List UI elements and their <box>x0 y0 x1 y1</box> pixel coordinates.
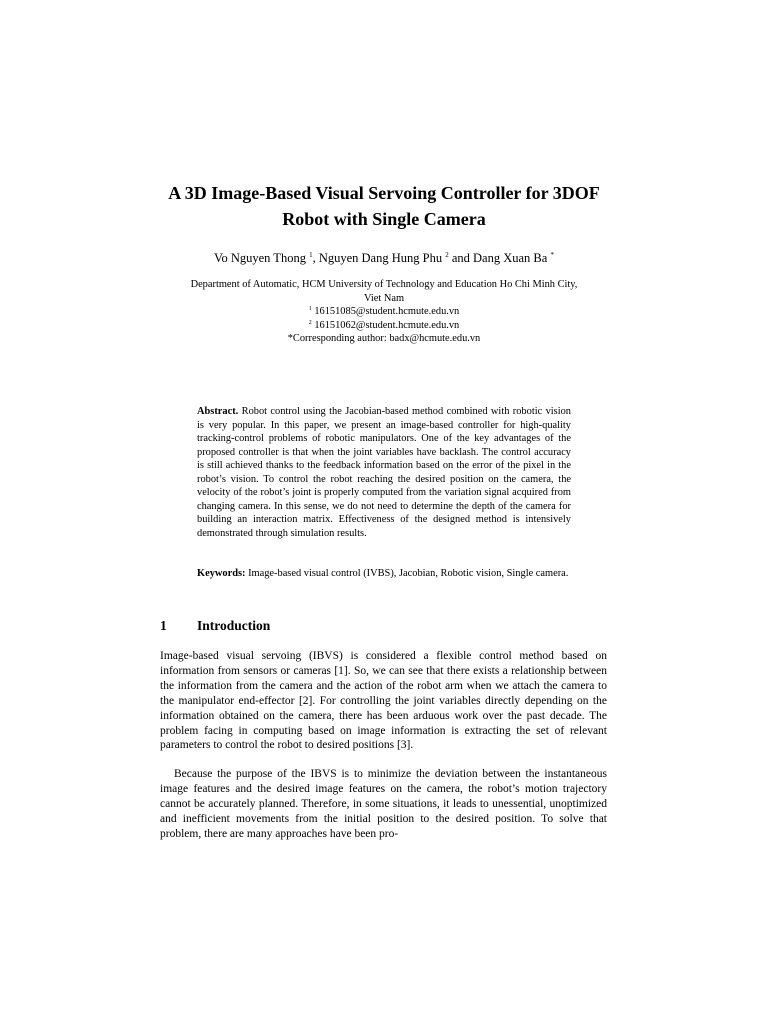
intro-paragraph-2: Because the purpose of the IBVS is to minimize the deviation between the instantaneous image features and the desired image features on the camera, the robot’s motion trajectory cannot be accurately planned. Therefore, in some situations, it leads to unessential, unoptimized and inefficient movements from the initial position to the desired position. To solve that problem, there are many approaches have been pro- <box>160 768 607 840</box>
abstract-text: Robot control using the Jacobian-based method combined with robotic vision is very popular. In this paper, we present an image-based controller for high-quality tracking-control problems of robotic manipulators. One of the key advantages of the proposed controller is that when the joint variables have backlash. The control accuracy is still achieved thanks to the feedback information based on the error of the pixel in the robot’s vision. To control the robot reaching the desired position on the camera, the velocity of the robot’s joint is properly computed from the variation signal acquired from changing camera. In this sense, we do not need to determine the depth of the camera for building an interaction matrix. Effectiveness of the designed method is intensively demonstrated through simulation results. <box>197 406 571 539</box>
email-line-1 <box>150 305 618 319</box>
keywords <box>197 567 571 581</box>
keywords-label: Keywords: <box>197 568 246 579</box>
author-separator-2: and <box>448 251 474 265</box>
author-1: Vo Nguyen Thong <box>214 251 306 265</box>
affiliation-line-2: Viet Nam <box>363 292 405 304</box>
author-1-mark: 1 <box>309 251 313 259</box>
abstract-label: Abstract. <box>197 406 239 417</box>
affiliation-block <box>150 278 618 346</box>
section-heading <box>160 617 270 635</box>
author-list <box>120 250 648 266</box>
abstract <box>197 405 571 540</box>
paper-title <box>120 180 648 232</box>
affiliation-line-1: Department of Automatic, HCM University of Technology and Education Ho Chi Minh City, <box>190 279 578 290</box>
email-1: 16151085@student.hcmute.edu.vn <box>311 306 460 318</box>
email-line-2 <box>150 319 618 333</box>
email-1-mark: 1 <box>308 306 312 313</box>
intro-paragraph-1: Image-based visual servoing (IBVS) is considered a flexible control method based on information from sensors or cameras [1]. So, we can see that there exists a relationship between the information from the camera and the action of the robot arm when we attach the camera to the manipulator end-effector [2]. For controlling the joint variables directly depending on the information obtained on the camera, there has been arduous work over the past decade. The problem facing in computing based on image information is extracting the set of relevant parameters to control the robot to desired positions [3]. <box>160 650 607 752</box>
title-line-2: Robot with Single Camera <box>282 209 486 229</box>
author-2: Nguyen Dang Hung Phu <box>318 251 443 265</box>
author-separator-1: , <box>312 251 319 265</box>
author-3: Dang Xuan Ba <box>473 251 548 265</box>
email-2-mark: 2 <box>308 319 312 326</box>
section-number: 1 <box>160 618 167 633</box>
section-title: Introduction <box>197 618 271 633</box>
corresponding-author: *Corresponding author: badx@hcmute.edu.vn <box>287 333 481 345</box>
author-3-mark: * <box>550 251 554 259</box>
keywords-text: Image-based visual control (IVBS), Jacobian, Robotic vision, Single camera. <box>245 568 569 579</box>
author-2-mark: 2 <box>445 251 449 259</box>
title-line-1: A 3D Image-Based Visual Servoing Controller for 3DOF <box>168 183 600 203</box>
email-2: 16151062@student.hcmute.edu.vn <box>311 319 460 331</box>
